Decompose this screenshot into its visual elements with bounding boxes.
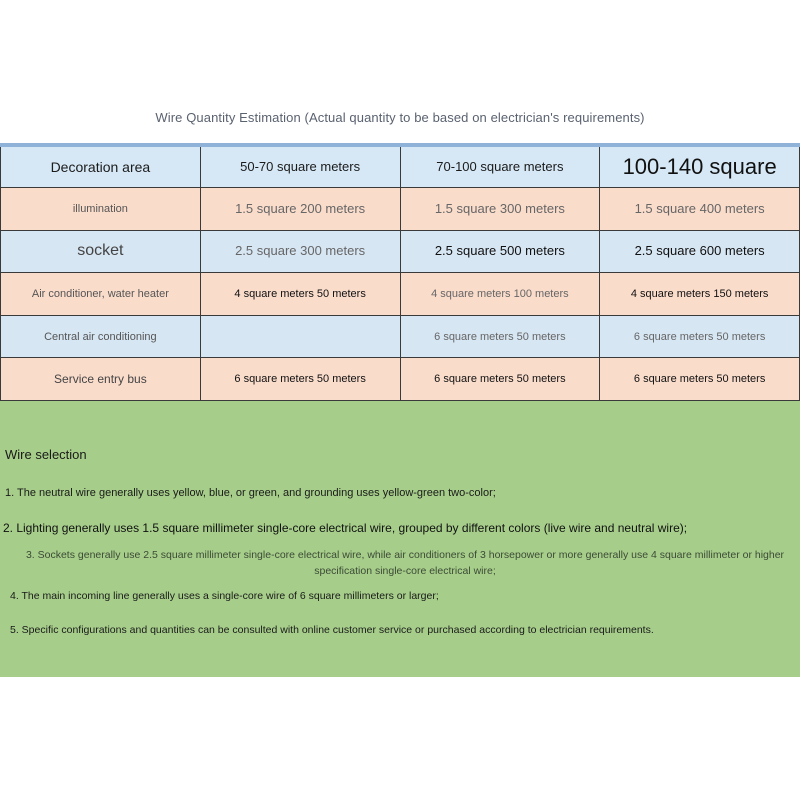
header-decoration-area: Decoration area — [1, 147, 201, 188]
note-item-1: 1. The neutral wire generally uses yellow, blue, or green, and grounding uses yellow-green two-color; — [5, 487, 496, 499]
table-row-service-entry — [1, 358, 800, 401]
table-cell: 6 square meters 50 meters — [600, 315, 800, 358]
row-label-air-conditioner: Air conditioner, water heater — [1, 273, 201, 316]
note-item-2: 2. Lighting generally uses 1.5 square millimeter single-core electrical wire, grouped by different colors (live wire and neutral wire); — [3, 521, 688, 535]
table-cell: 1.5 square 200 meters — [200, 188, 400, 231]
table-cell: 1.5 square 400 meters — [600, 188, 800, 231]
table-cell: 6 square meters 50 meters — [400, 358, 600, 401]
table-cell: 6 square meters 50 meters — [400, 315, 600, 358]
table-row-central-air — [1, 315, 800, 358]
table-cell: 4 square meters 100 meters — [400, 273, 600, 316]
note-item-4: 4. The main incoming line generally uses a single-core wire of 6 square millimeters or larger; — [10, 590, 439, 602]
table-cell: 2.5 square 500 meters — [400, 230, 600, 273]
wire-quantity-table — [0, 147, 800, 401]
table-cell: 1.5 square 300 meters — [400, 188, 600, 231]
table-cell: 2.5 square 600 meters — [600, 230, 800, 273]
row-label-central-air: Central air conditioning — [1, 315, 201, 358]
row-label-service-entry: Service entry bus — [1, 358, 201, 401]
table-header-row — [1, 147, 800, 188]
header-70-100: 70-100 square meters — [400, 147, 600, 188]
table-cell: 6 square meters 50 meters — [600, 358, 800, 401]
header-50-70: 50-70 square meters — [200, 147, 400, 188]
table-cell: 4 square meters 50 meters — [200, 273, 400, 316]
note-item-3: 3. Sockets generally use 2.5 square millimeter single-core electrical wire, while air conditioners of 3 horsepower or more generally use 4 square millimeter or higher specification single-core electrical wire; — [25, 549, 785, 577]
table-row-illumination — [1, 188, 800, 231]
table-cell — [200, 315, 400, 358]
table-cell: 4 square meters 150 meters — [600, 273, 800, 316]
table-row-socket — [1, 230, 800, 273]
note-item-5: 5. Specific configurations and quantities can be consulted with online customer service or purchased according to electrician requirements. — [10, 624, 654, 636]
page-title: Wire Quantity Estimation (Actual quantity to be based on electrician's requirements) — [155, 110, 645, 125]
header-100-140: 100-140 square — [600, 147, 800, 188]
wire-selection-panel — [0, 401, 800, 677]
wire-selection-heading: Wire selection — [5, 447, 87, 462]
table-row-air-conditioner — [1, 273, 800, 316]
table-cell: 2.5 square 300 meters — [200, 230, 400, 273]
row-label-socket: socket — [1, 230, 201, 273]
table-cell: 6 square meters 50 meters — [200, 358, 400, 401]
row-label-illumination: illumination — [1, 188, 201, 231]
